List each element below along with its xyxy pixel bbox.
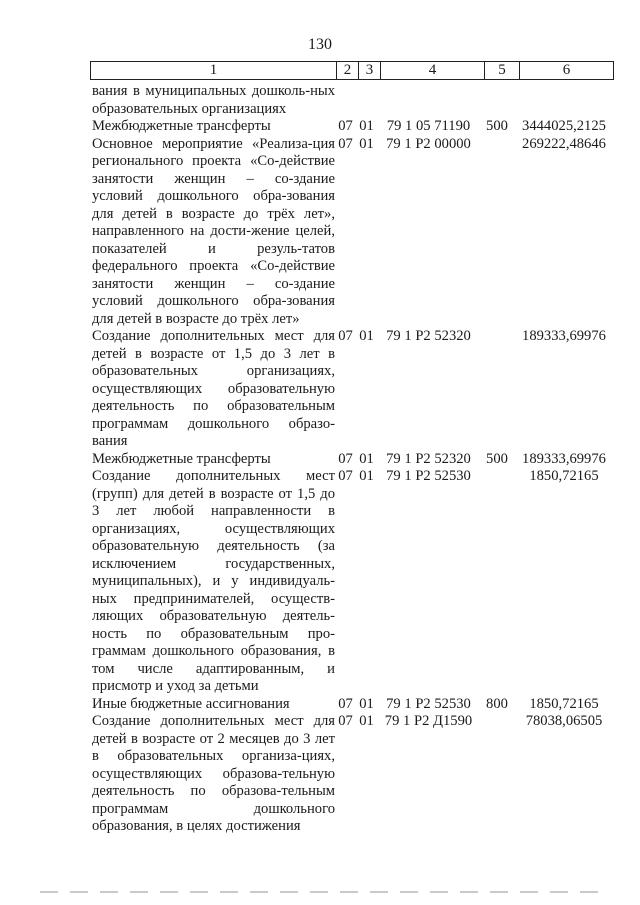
- row-description: Основное мероприятие «Реализа-ция регионального проекта «Со-действие занятости женщин – со-здание условий дошкольного обра-зования для детей в возрасте до трёх лет», направленного на дости-жение целей, показателей и резуль-татов федерального проекта «Со-действие занятости женщин – со-здание условий дошкольного обра-зования для детей в возрасте до трёх лет»: [92, 135, 335, 327]
- row-section: 07: [338, 695, 353, 712]
- row-target-article: 79 1 P2 52530: [386, 695, 471, 712]
- row-description: Создание дополнительных мест (групп) для детей в возрасте от 1,5 до 3 лет любой направленности в организациях, осуществляющих образовательную деятельность (за исключением государственных, муниципальных), и у индивидуаль-ных предпринимателей, осуществ-ляющих образовательную деятель-ность по образовательным про-граммам дошкольного образования, в том числе адаптированным, и присмотр и уход за детьми: [92, 468, 335, 694]
- row-amount: 3444025,2125: [522, 118, 606, 134]
- row-amount: 189333,69976: [522, 450, 606, 467]
- table-header: [90, 61, 614, 80]
- table-row: [90, 83, 614, 118]
- row-target-article: 79 1 P2 52320: [386, 450, 471, 467]
- table-row: [90, 696, 614, 714]
- row-description: Создание дополнительных мест для детей в возрасте от 1,5 до 3 лет в образовательных организациях, осуществляющих образовательную деятельность по образовательным программам дошкольного образо-вания: [92, 328, 335, 449]
- table-row: [90, 328, 614, 451]
- row-subsection: 01: [359, 695, 374, 712]
- header-col-6: 6: [562, 62, 571, 78]
- row-section: 07: [338, 135, 353, 152]
- row-section: 07: [338, 118, 353, 134]
- row-subsection: 01: [359, 713, 374, 729]
- row-target-article: 79 1 P2 52530: [386, 468, 471, 484]
- row-expense-type: 800: [486, 695, 508, 712]
- header-col-3: 3: [359, 62, 381, 79]
- row-subsection: 01: [359, 450, 374, 467]
- row-expense-type: 500: [486, 118, 508, 134]
- table-row: [90, 136, 614, 329]
- scan-edge-artifact: [40, 891, 610, 893]
- header-col-1: 1: [91, 62, 337, 79]
- row-amount: 1850,72165: [529, 468, 599, 484]
- row-subsection: 01: [359, 328, 374, 344]
- row-amount: 78038,06505: [525, 713, 603, 729]
- row-section: 07: [338, 450, 353, 467]
- row-description: Межбюджетные трансферты: [92, 450, 271, 467]
- row-amount: 189333,69976: [522, 328, 606, 344]
- row-description: вания в муниципальных дошколь-ных образовательных организациях: [92, 83, 335, 117]
- page-number: 130: [308, 36, 332, 53]
- row-description: Иные бюджетные ассигнования: [92, 695, 290, 712]
- row-amount: 1850,72165: [529, 695, 599, 712]
- row-section: 07: [338, 468, 353, 484]
- row-target-article: 79 1 P2 Д1590: [384, 713, 473, 729]
- row-amount: 269222,48646: [522, 135, 606, 152]
- table-row: [90, 713, 614, 836]
- row-subsection: 01: [359, 135, 374, 152]
- row-target-article: 79 1 05 71190: [386, 118, 471, 134]
- row-subsection: 01: [359, 468, 374, 484]
- row-subsection: 01: [359, 118, 374, 134]
- row-section: 07: [338, 713, 353, 729]
- row-description: Межбюджетные трансферты: [92, 118, 271, 134]
- table-body: [90, 83, 614, 836]
- header-col-4: 4: [381, 62, 485, 79]
- table-row: [90, 451, 614, 469]
- row-section: 07: [338, 328, 353, 344]
- row-description: Создание дополнительных мест для детей в возрасте от 2 месяцев до 3 лет в образовательных организа-циях, осуществляющих образова-тельную деятельность по образова-тельным программам дошкольного образования, в целях достижения: [92, 713, 335, 834]
- row-target-article: 79 1 P2 00000: [386, 135, 471, 152]
- row-target-article: 79 1 P2 52320: [386, 328, 471, 344]
- header-col-5: 5: [485, 62, 520, 79]
- table-row: [90, 118, 614, 136]
- table-row: [90, 468, 614, 696]
- budget-table: [90, 61, 614, 836]
- header-col-2: 2: [337, 62, 359, 79]
- row-expense-type: 500: [486, 450, 508, 467]
